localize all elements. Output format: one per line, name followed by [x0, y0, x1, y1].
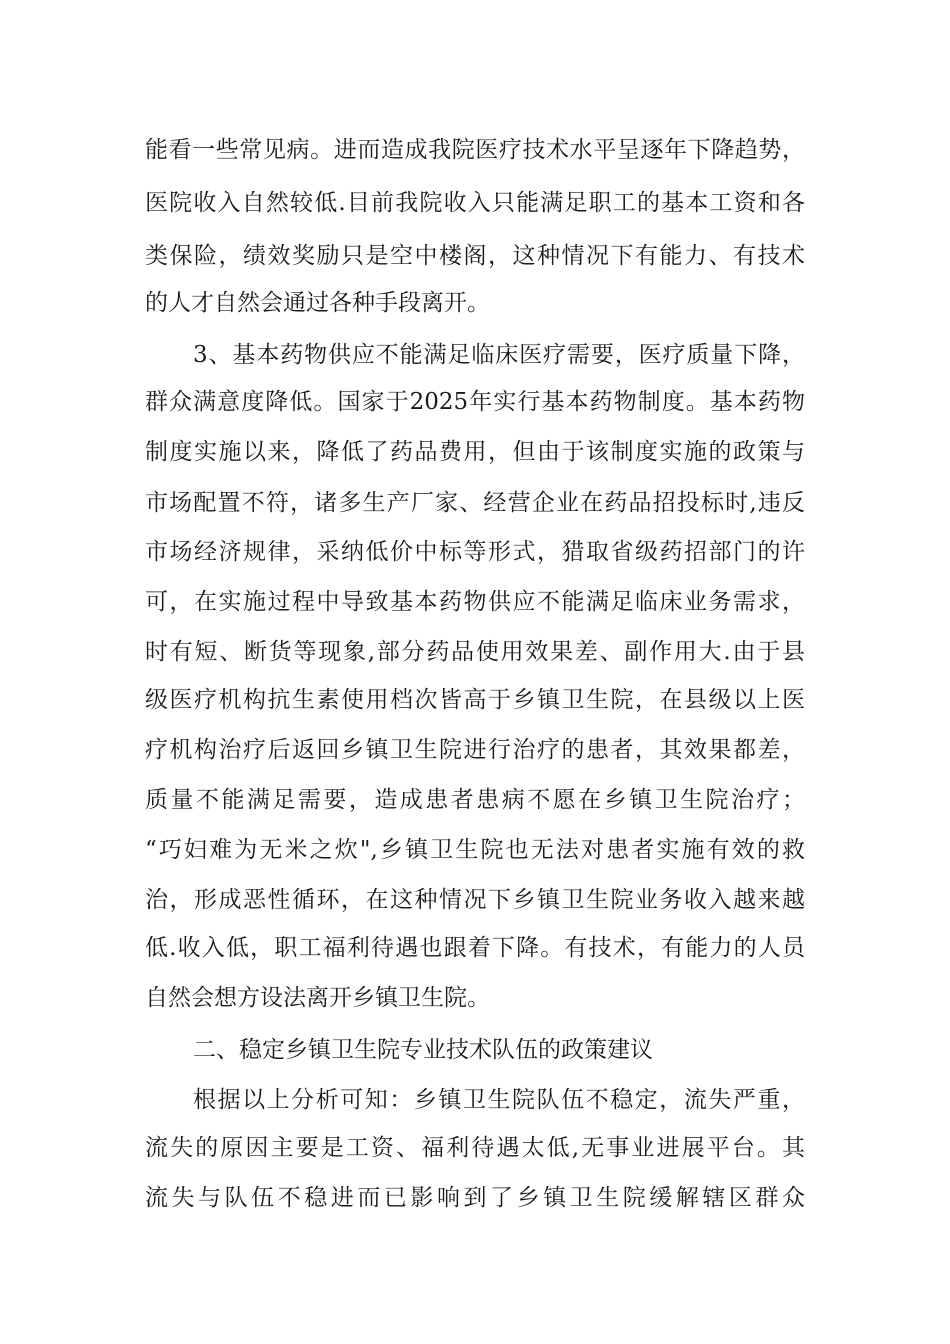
text-line: 制度实施以来，降低了药品费用，但由于该制度实施的政策与	[145, 439, 805, 465]
text-line: 治，形成恶性循环，在这种情况下乡镇卫生院业务收入越来越	[145, 887, 805, 913]
text-line: 医院收入自然较低.目前我院收入只能满足职工的基本工资和各	[145, 190, 805, 216]
text-line: 3、基本药物供应不能满足临床医疗需要，医疗质量下降，	[193, 342, 805, 368]
text-line: 时有短、断货等现象,部分药品使用效果差、副作用大.由于县	[145, 639, 805, 665]
text-line: “巧妇难为无米之炊",乡镇卫生院也无法对患者实施有效的救	[145, 837, 805, 863]
text-line: 的人才自然会通过各种手段离开。	[145, 290, 490, 316]
text-line: 类保险，绩效奖励只是空中楼阁，这种情况下有能力、有技术	[145, 243, 805, 269]
text-line: 根据以上分析可知：乡镇卫生院队伍不稳定，流失严重，	[193, 1087, 805, 1113]
text-line: 市场配置不符，诸多生产厂家、经营企业在药品招投标时,违反	[145, 490, 805, 516]
text-line: 质量不能满足需要，造成患者患病不愿在乡镇卫生院治疗；	[145, 787, 805, 813]
text-line: 能看一些常见病。进而造成我院医疗技术水平呈逐年下降趋势，	[145, 137, 805, 163]
text-line: 市场经济规律，采纳低价中标等形式，猎取省级药招部门的许	[145, 539, 805, 565]
section-heading: 二、稳定乡镇卫生院专业技术队伍的政策建议	[193, 1037, 653, 1063]
text-line: 流失的原因主要是工资、福利待遇太低,无事业进展平台。其	[145, 1135, 805, 1161]
text-line: 自然会想方设法离开乡镇卫生院。	[145, 985, 490, 1011]
text-line: 疗机构治疗后返回乡镇卫生院进行治疗的患者，其效果都差，	[145, 737, 805, 763]
text-line: 流失与队伍不稳进而已影响到了乡镇卫生院缓解辖区群众	[145, 1185, 805, 1211]
text-line: 级医疗机构抗生素使用档次皆高于乡镇卫生院，在县级以上医	[145, 687, 805, 713]
text-line: 低.收入低，职工福利待遇也跟着下降。有技术，有能力的人员	[145, 935, 805, 961]
text-line: 群众满意度降低。国家于2025年实行基本药物制度。基本药物	[145, 389, 805, 415]
text-line: 可，在实施过程中导致基本药物供应不能满足临床业务需求，	[145, 589, 805, 615]
